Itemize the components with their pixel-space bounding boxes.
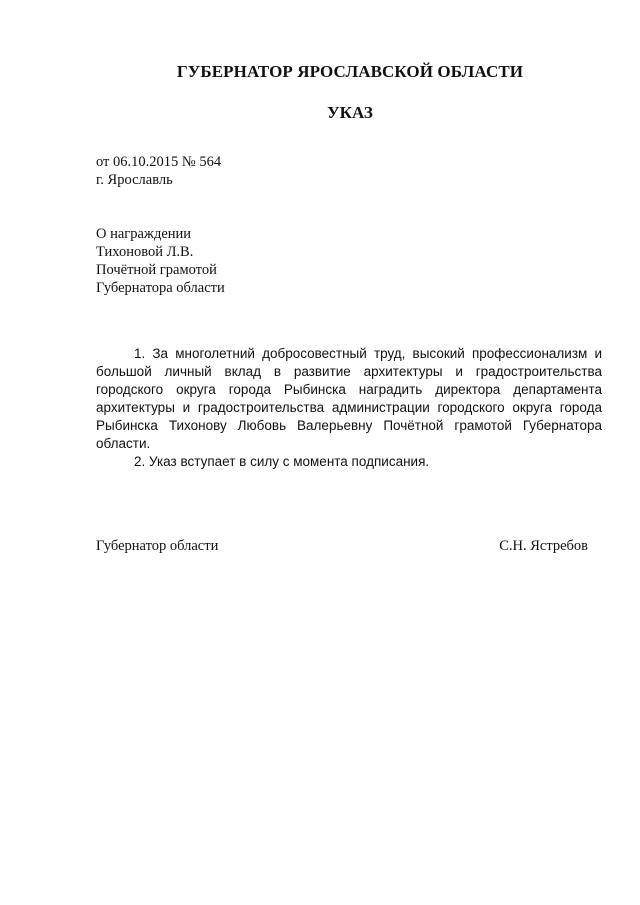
place-line: г. Ярославль [96,172,173,188]
document-body [96,345,602,471]
date-number-line: от 06.10.2015 № 564 [96,154,222,170]
document-meta [96,153,221,189]
document-subject [96,225,225,297]
body-paragraph-2: 2. Указ вступает в силу с момента подписания. [134,454,430,469]
body-paragraph-1: 1. За многолетний добросовестный труд, высокий профессионализм и большой личный вклад в развитие архитектуры и градостроительства городского округа города Рыбинска наградить директора департамента архитектуры и градостроительства администрации городского округа города Рыбинска Тихонову Любовь Валерьевну Почётной грамотой Губернатора области. [96,346,602,451]
subject-line: Почётной грамотой [96,262,217,278]
subject-line: Губернатора области [96,280,225,296]
issuing-authority-heading: ГУБЕРНАТОР ЯРОСЛАВСКОЙ ОБЛАСТИ [176,62,524,81]
signatory-title: Губернатор области [96,538,219,554]
signatory-name: С.Н. Ястребов [499,538,588,554]
document-type-heading: УКАЗ [327,103,373,122]
subject-line: Тихоновой Л.В. [96,244,194,260]
subject-line: О награждении [96,226,192,242]
